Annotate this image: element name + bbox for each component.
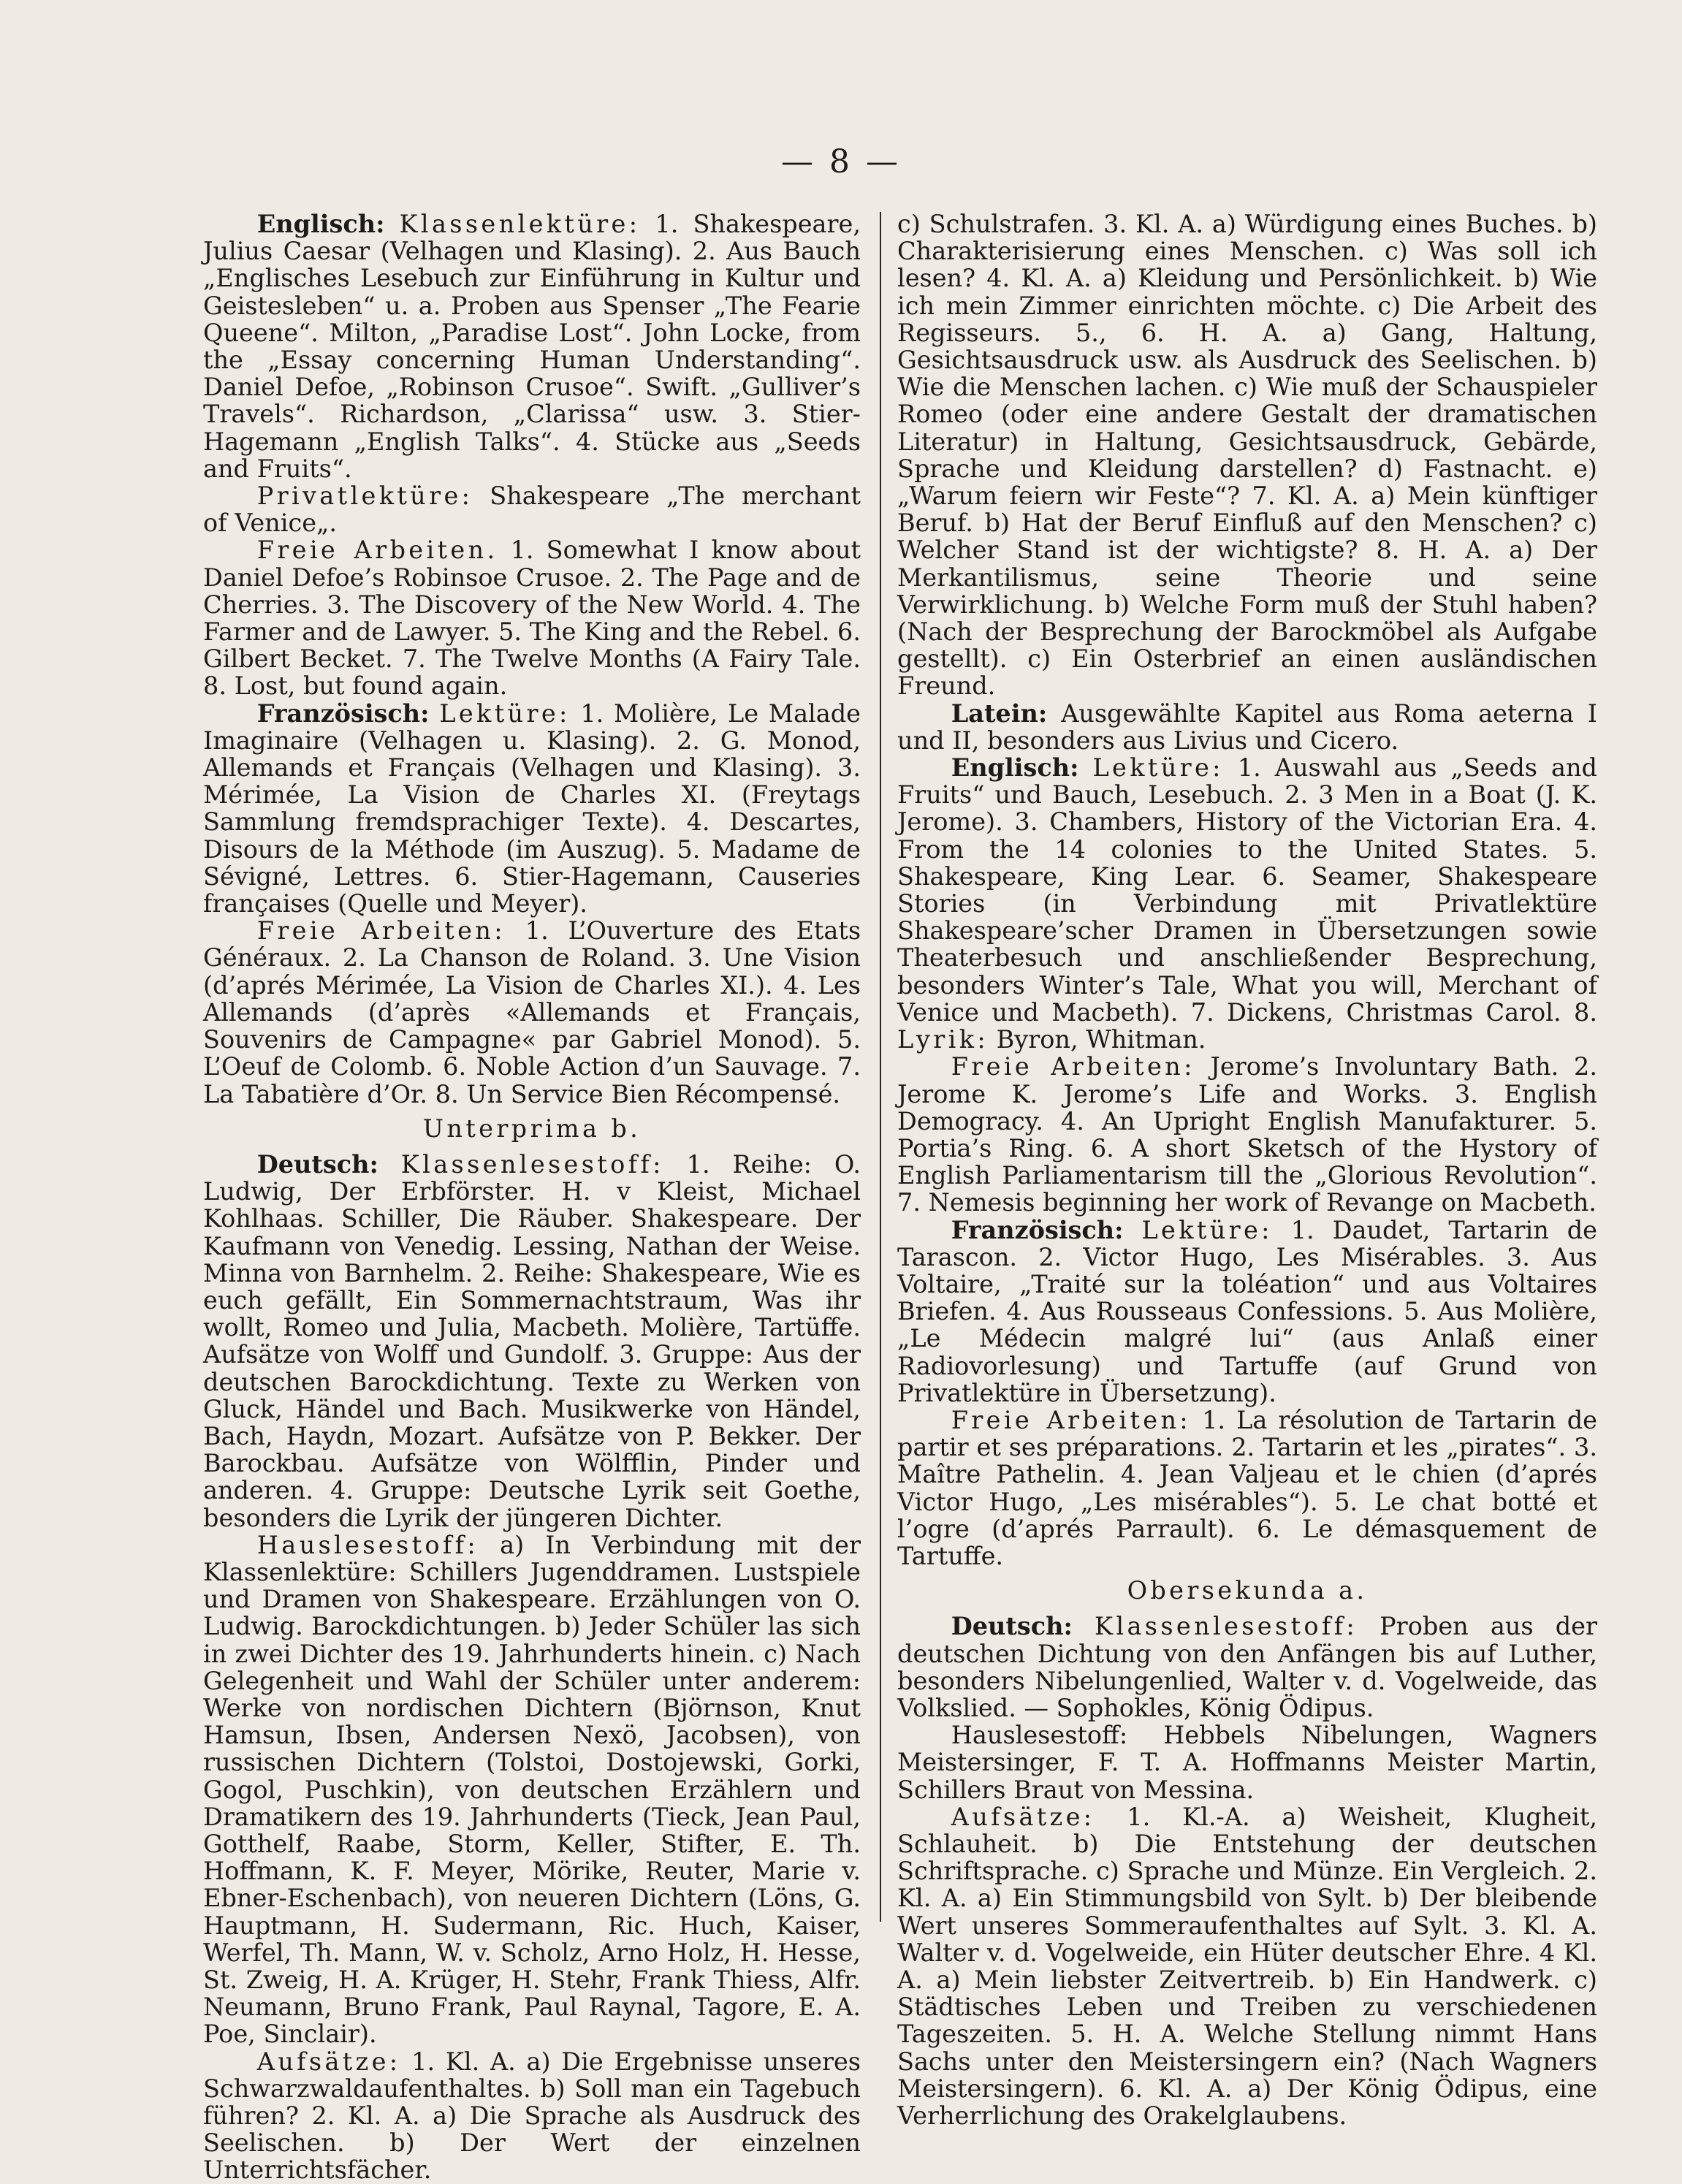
paragraph-freie-arbeiten-englisch — [897, 1053, 1597, 1216]
paragraph-franzoesisch-lektuere — [897, 1217, 1597, 1407]
subject-label: Englisch: — [256, 210, 385, 238]
paragraph-englisch-lektuere — [897, 754, 1597, 1053]
paragraph-text: 1. Molière, Le Malade Imaginaire (Velhagen u. Klasing). 2. G. Monod, Allemands et Français (Velhagen und Klasing). 3. Mérimée, La Vision de Charles XI. (Freytags Sammlung fremdsprachiger Texte). 4. Descartes, Disours de la Méthode (im Auszug). 5. Madame de Sévigné, Lettres. 6. Stier-Hagemann, Causeries françaises (Quelle und Meyer). — [203, 699, 861, 918]
section-label: Freie Arbeiten: — [256, 916, 506, 945]
column-divider — [880, 212, 881, 1922]
section-label: Hauslesestoff: — [256, 1530, 479, 1559]
class-heading: Obersekunda a. — [1127, 1576, 1368, 1605]
paragraph-text: 1. Kl.-A. a) Weisheit, Klugheit, Schlauheit. b) Die Entstehung der deutschen Schriftsprache. c) Sprache und Münze. Ein Vergleich. 2. Kl. A. a) Ein Stimmungsbild von Sylt. b) Der bleibende Wert unseres Sommeraufenthaltes auf Sylt. 3. Kl. A. Walter v. d. Vogelweide, ein Hüter deutscher Ehre. 4 Kl. A. a) Mein liebster Zeitvertreib. b) Ein Handwerk. c) Städtisches Leben und Treiben zu verschiedenen Tageszeiten. 5. H. A. Welche Stellung nimmt Hans Sachs unter den Meistersingern ein? (Nach Wagners Meistersingern). 6. Kl. A. a) Der König Ödipus, eine Verherrlichung des Orakelglaubens. — [897, 1802, 1597, 2131]
section-label: Klassenlektüre: — [399, 210, 641, 238]
subject-label: Deutsch: — [951, 1612, 1073, 1641]
paragraph-text: 1. Shakespeare, Julius Caesar (Velhagen und Klasing). 2. Aus Bauch „Englisches Lesebuch zur Einführung in Kultur und Geistesleben“ u. a. Proben aus Spenser „The Fearie Queene“. Milton, „Paradise Lost“. John Locke, from the „Essay concerning Human Understanding“. Daniel Defoe, „Robinson Crusoe“. Swift. „Gulliver’s Travels“. Richardson, „Clarissa“ usw. 3. Stier-Hagemann „English Talks“. 4. Stücke aus „Seeds and Fruits“. — [203, 210, 861, 483]
paragraph-latein — [897, 700, 1597, 754]
paragraph-text: Hauslesestoff: Hebbels Nibelungen, Wagners Meistersinger, F. T. A. Hoffmanns Meister Martin, Schillers Braut von Messina. — [897, 1721, 1597, 1804]
section-label: Freie Arbeiten: — [951, 1052, 1195, 1081]
paragraph-freie-arbeiten-englisch — [203, 536, 861, 699]
paragraph-deutsch-klassenlesestoff — [897, 1613, 1597, 1721]
paragraph-privatlektuere — [203, 482, 861, 536]
section-label: Aufsätze: — [256, 2047, 401, 2076]
paragraph-text: a) In Verbindung mit der Klassenlektüre: Schillers Jugenddramen. Lustspiele und Dramen von Shakespeare. Erzählungen von O. Ludwig. Barockdichtungen. b) Jeder Schüler las sich in zwei Dichter des 19. Jahrhunderts hinein. c) Nach Gelegenheit und Wahl der Schüler unter anderem: Werke von nordischen Dichtern (Björnson, Knut Hamsun, Ibsen, Andersen Nexö, Jacobsen), von russischen Dichtern (Tolstoi, Dostojewski, Gorki, Gogol, Puschkin), von deutschen Erzählern und Dramatikern des 19. Jahrhunderts (Tieck, Jean Paul, Gotthelf, Raabe, Storm, Keller, Stifter, E. Th. Hoffmann, K. F. Meyer, Mörike, Reuter, Marie v. Ebner-Eschenbach), von neueren Dichtern (Löns, G. Hauptmann, H. Sudermann, Ric. Huch, Kaiser, Werfel, Th. Mann, W. v. Scholz, Arno Holz, H. Hesse, St. Zweig, H. A. Krüger, H. Stehr, Frank Thiess, Alfr. Neumann, Bruno Frank, Paul Raynal, Tagore, E. A. Poe, Sinclair). — [203, 1530, 861, 2049]
paragraph-text: 1. La résolution de Tartarin de partir et ses préparations. 2. Tartarin et les „pirates“. 3. Maître Pathelin. 4. Jean Valjeau et le chien (d’aprés Victor Hugo, „Les misérables“). 5. Le chat botté et l’ogre (d’aprés Parrault). 6. Le démasquement de Tartuffe. — [897, 1405, 1598, 1570]
paragraph-freie-arbeiten-franzoesisch — [203, 917, 861, 1107]
paragraph-text: Shakespeare „The merchant of Venice„. — [203, 482, 861, 538]
paragraph-text: Ausgewählte Kapitel aus Roma aeterna I und II, besonders aus Livius und Cicero. — [897, 699, 1597, 755]
page-number: — 8 — — [781, 143, 901, 180]
paragraph-aufsaetze — [203, 2048, 861, 2184]
paragraph-text: 1. L’Ouverture des Etats Généraux. 2. La Chanson de Roland. 3. Une Vision (d’aprés Mérimée, La Vision de Charles XI.). 4. Les Allemands (d’après «Allemands et Français, Souvenirs de Campagne« par Gabriel Monod). 5. L’Oeuf de Colomb. 6. Noble Action d’un Sauvage. 7. La Tabatière d’Or. 8. Un Service Bien Récompensé. — [203, 916, 861, 1108]
paragraph-deutsch-klassenlesestoff — [203, 1151, 861, 1532]
subject-label: Englisch: — [951, 753, 1079, 783]
class-heading: Unterprima b. — [422, 1114, 642, 1143]
section-label: Freie Arbeiten. — [256, 536, 498, 565]
paragraph-freie-arbeiten-franzoesisch — [897, 1407, 1597, 1569]
paragraph-text: 1. Somewhat I know about Daniel Defoe’s Robinsoe Crusoe. 2. The Page and de Cherries. 3. The Discovery of the New World. 4. The Farmer and de Lawyer. 5. The King and the Rebel. 6. Gilbert Becket. 7. The Twelve Months (A Fairy Tale. 8. Lost, but found again. — [203, 536, 861, 701]
paragraph-englisch-klassenlektuere — [203, 210, 861, 482]
section-label: Lektüre: — [439, 699, 571, 728]
paragraph-text: 1. Daudet, Tartarin de Tarascon. 2. Victor Hugo, Les Misérables. 3. Aus Voltaire, „Traité sur la toléation“ und aus Voltaires Briefen. 4. Aus Rousseaus Confessions. 5. Aus Molière, „Le Médecin malgré lui“ (aus Anlaß einer Radiovorlesung) und Tartuffe (auf Grund von Privatlektüre in Übersetzung). — [897, 1215, 1597, 1407]
left-column — [203, 210, 861, 2184]
paragraph-text: c) Schulstrafen. 3. Kl. A. a) Würdigung eines Buches. b) Charakterisierung eines Menschen. c) Was soll ich lesen? 4. Kl. A. a) Kleidung und Persönlichkeit. b) Wie ich mein Zimmer einrichten möchte. c) Die Arbeit des Regisseurs. 5., 6. H. A. a) Gang, Haltung, Gesichtsausdruck usw. als Ausdruck des Seelischen. b) Wie die Menschen lachen. c) Wie muß der Schauspieler Romeo (oder eine andere Gestalt der dramatischen Literatur) in Haltung, Gesichtsausdruck, Gebärde, Sprache und Kleidung darstellen? d) Fastnacht. e) „Warum feiern wir Feste“? 7. Kl. A. a) Mein künftiger Beruf. b) Hat der Beruf Einfluß auf den Menschen? c) Welcher Stand ist der wichtigste? 8. H. A. a) Der Merkantilismus, seine Theorie und seine Verwirklichung. b) Welche Form muß der Stuhl haben? (Nach der Besprechung der Barockmöbel als Aufgabe gestellt). c) Ein Osterbrief an einen ausländischen Freund. — [897, 210, 1597, 701]
paragraph-hauslesestoff — [203, 1532, 861, 2048]
section-label: Privatlektüre: — [256, 482, 473, 511]
paragraph-text: Proben aus der deutschen Dichtung von den Anfängen bis auf Luther, besonders Nibelungenlied, Walter v. d. Vogelweide, das Volkslied. — Sophokles, König Ödipus. — [897, 1612, 1597, 1722]
section-label: Klassenlesestoff: — [1095, 1612, 1358, 1641]
paragraph-aufsaetze-continued — [897, 210, 1597, 700]
paragraph-hauslesestoff — [897, 1721, 1597, 1803]
section-label: Lyrik: — [897, 1025, 989, 1054]
paragraph-text: Byron, Whitman. — [989, 1025, 1206, 1054]
subject-label: Französisch: — [951, 1215, 1124, 1244]
paragraph-franzoesisch-lektuere — [203, 700, 861, 918]
subject-label: Latein: — [951, 699, 1048, 728]
section-label: Aufsätze: — [951, 1802, 1095, 1831]
section-label: Freie Arbeiten: — [951, 1405, 1192, 1434]
paragraph-text: 1. Kl. A. a) Die Ergebnisse unseres Schwarzwaldaufenthaltes. b) Soll man ein Tagebuch führen? 2. Kl. A. a) Die Sprache als Ausdruck des Seelischen. b) Der Wert der einzelnen Unterrichtsfächer. — [203, 2047, 861, 2184]
right-column — [897, 210, 1597, 2129]
section-label: Lektüre: — [1092, 753, 1224, 783]
subject-label: Deutsch: — [256, 1149, 378, 1179]
subject-label: Französisch: — [256, 699, 430, 728]
paragraph-text: 1. Reihe: O. Ludwig, Der Erbförster. H. v Kleist, Michael Kohlhaas. Schiller, Die Räuber. Shakespeare. Der Kaufmann von Venedig. Lessing, Nathan der Weise. Minna von Barnhelm. 2. Reihe: Shakespeare, Wie es euch gefällt, Ein Sommernachtstraum, Was ihr wollt, Romeo und Julia, Macbeth. Molière, Tartüffe. Aufsätze von Wolff und Gundolf. 3. Gruppe: Aus der deutschen Barockdichtung. Texte zu Werken von Gluck, Händel und Bach. Musikwerke von Händel, Bach, Haydn, Mozart. Aufsätze von P. Bekker. Der Barockbau. Aufsätze von Wölfflin, Pinder und anderen. 4. Gruppe: Deutsche Lyrik seit Goethe, besonders die Lyrik der jüngeren Dichter. — [203, 1149, 861, 1532]
paragraph-text: 1. Auswahl aus „Seeds and Fruits“ und Bauch, Lesebuch. 2. 3 Men in a Boat (J. K. Jerome). 3. Chambers, History of the Victorian Era. 4. From the 14 colonies to the United States. 5. Shakespeare, King Lear. 6. Seamer, Shakespeare Stories (in Verbindung mit Privatlektüre Shakespeare’scher Dramen in Übersetzungen sowie Theaterbesuch und anschließender Besprechung, besonders Winter’s Tale, What you will, Merchant of Venice und Macbeth). 7. Dickens, Christmas Carol. 8. — [897, 753, 1597, 1027]
section-label: Lektüre: — [1141, 1215, 1273, 1244]
section-label: Klassenlesestoff: — [400, 1149, 664, 1179]
paragraph-aufsaetze — [897, 1803, 1597, 2129]
paragraph-text: Jerome’s Involuntary Bath. 2. Jerome K. Jerome’s Life and Works. 3. English Demogracy. 4. An Upright English Manufakturer. 5. Portia’s Ring. 6. A short Sketsch of the Hystory of English Parliamentarism till the „Glorious Revolution“. 7. Nemesis beginning her work of Revange on Macbeth. — [897, 1052, 1597, 1217]
